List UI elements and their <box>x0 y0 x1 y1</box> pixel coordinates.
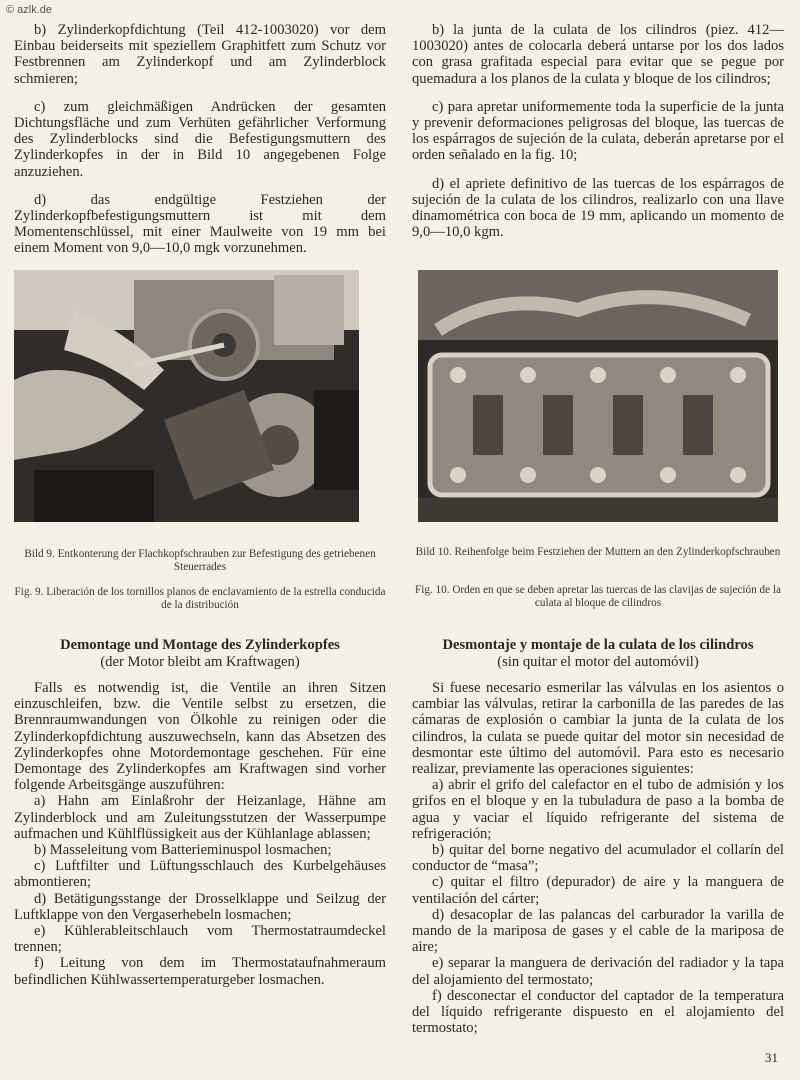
heading-subtitle: (sin quitar el motor del automóvil) <box>497 654 699 670</box>
list-item: d) desacoplar de las palancas del carburador la varilla de mando de la mariposa de gases y el cable de la mariposa de aire; <box>412 906 784 956</box>
list-item: c) quitar el filtro (depurador) de aire y la manguera de ventilación del cárter; <box>412 874 784 907</box>
section-heading-es <box>412 637 784 671</box>
paragraph: Si fuese necesario esmerilar las válvulas en los asientos o cambiar las válvulas, retirar la carbonilla de las paredes de las cámaras de explosión o cambiar la junta de la culata de los cilindros, la culata se puede quitar del motor sin necesidad de desmontar este último del automóvil. Para esto es necesario realizar, previamente las operaciones siguientes: <box>412 680 784 778</box>
list-item: f) Leitung von dem im Thermostataufnahmeraum befindlichen Kühlwassertemperaturgeber losmachen. <box>14 955 386 988</box>
page-number: 31 <box>765 1050 778 1065</box>
caption-bild10: Bild 10. Reihenfolge beim Festziehen der Muttern an den Zylinderkopfschrauben <box>415 546 781 558</box>
list-item: a) abrir el grifo del calefactor en el tubo de admisión y los grifos en el bloque y en la tubuladura de paso a la bomba de agua y vaciar el líquido refrigerante del sistema de refrigeración; <box>412 777 784 842</box>
paragraph: d) el apriete definitivo de las tuercas de los espárragos de sujeción de la culata de los cilindros, realizarlo con una llave dinamométrica con boca de 19 mm, aplicando un momento de 9,0—10,0 kgm. <box>412 175 784 241</box>
caption-fig10: Fig. 10. Orden en que se deben apretar las tuercas de las clavijas de sujeción de la culata al bloque de cilindros <box>415 584 781 609</box>
list-item: d) Betätigungsstange der Drosselklappe und Seilzug der Luftklappe von den Vergaserhebeln losmachen; <box>14 890 386 923</box>
list-item: e) Kühlerableitschlauch vom Thermostatraumdeckel trennen; <box>14 923 386 956</box>
section-heading-de <box>14 637 386 671</box>
right-body-text <box>412 680 784 1036</box>
list-item: b) Masseleitung vom Batterieminuspol losmachen; <box>34 842 332 859</box>
paragraph: b) Zylinderkopfdichtung (Teil 412-1003020) vor dem Einbau beiderseits mit speziellem Graphitfett zum Schutz vor Festbrennen am Zylinderkopf und am Zylinderblock schmieren; <box>14 22 386 87</box>
list-item: c) Luftfilter und Lüftungsschlauch des Kurbelgehäuses abmontieren; <box>14 858 386 891</box>
paragraph: c) zum gleichmäßigen Andrücken der gesamten Dichtungsfläche und zum Verhüten gefährlicher Verformung des Zylinderblocks sind die Befestigungsmuttern des Zylinderkopfes in der in Bild 10 angegebenen Folge anzuziehen. <box>14 98 386 180</box>
caption-fig9: Fig. 9. Liberación de los tornillos planos de enclavamiento de la estrella conducida de la distribución <box>14 586 386 611</box>
right-top-text <box>412 22 784 252</box>
paragraph: Falls es notwendig ist, die Ventile an ihren Sitzen einzuschleifen, bzw. die Ventile selbst zu ersetzen, die Brennraumwandungen von Ölkohle zu reinigen oder die Zylinderkopfdichtung auszuwechseln, kann das Absetzen des Zylinderkopfes ohne Motordemontage geschehen. Für eine Demontage des Zylinderkopfes am Kraftwagen sind vorher folgende Arbeitsgänge auszuführen: <box>14 680 386 794</box>
caption-bild9: Bild 9. Entkonterung der Flachkopfschrauben zur Befestigung des getriebenen Steuerrades <box>24 548 376 573</box>
cylinder-head-photo-bild10 <box>418 270 778 522</box>
engine-photo-bild9 <box>14 270 359 522</box>
heading-title: Desmontaje y montaje de la culata de los cilindros <box>442 637 754 653</box>
list-item: f) desconectar el conductor del captador de la temperatura del líquido refrigerante dispuesto en el alojamiento del termostato; <box>412 987 784 1037</box>
paragraph: c) para apretar uniformemente toda la superficie de la junta y prevenir deformaciones peligrosas del bloque, las tuercas de los espárragos de sujeción de la culata, deberán apretarse por el orden señalado en la fig. 10; <box>412 98 784 164</box>
left-top-text <box>14 22 386 269</box>
heading-subtitle: (der Motor bleibt am Kraftwagen) <box>100 654 300 670</box>
left-body-text <box>14 680 386 988</box>
watermark: © azlk.de <box>6 4 53 16</box>
list-item: e) separar la manguera de derivación del radiador y la tapa del alojamiento del termostato; <box>412 955 784 988</box>
paragraph: d) das endgültige Festziehen der Zylinderkopfbefestigungsmuttern ist mit dem Momentenschlüssel, mit einer Maulweite von 19 mm bei einem Moment von 9,0—10,0 mgk vorzunehmen. <box>14 191 386 257</box>
paragraph: b) la junta de la culata de los cilindros (piez. 412—1003020) antes de colocarla deberá untarse por los dos lados con grasa grafitada especial para evitar que se pegue por quemadura a los planos de la culata y bloque de los cilindros; <box>412 22 784 87</box>
list-item: b) quitar del borne negativo del acumulador el collarín del conductor de “masa”; <box>412 842 784 875</box>
heading-title: Demontage und Montage des Zylinderkopfes <box>60 637 340 653</box>
list-item: a) Hahn am Einlaßrohr der Heizanlage, Hähne am Zylinderblock und am Zuleitungsstutzen der Wasserpumpe aufmachen und Kühlflüssigkeit aus der Kühlanlage ablassen; <box>14 793 386 842</box>
